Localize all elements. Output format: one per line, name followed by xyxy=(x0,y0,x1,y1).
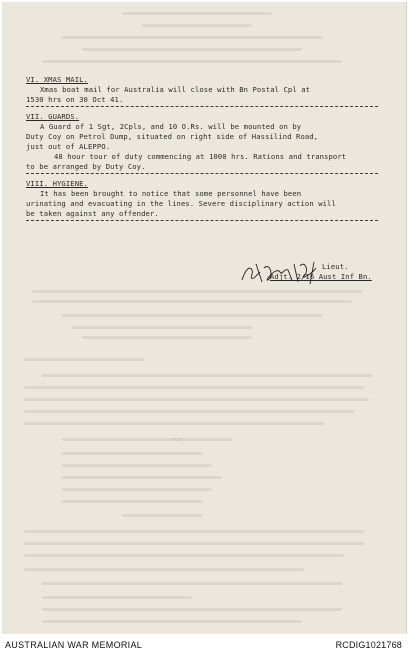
section-vi-heading: VI. XMAS MAIL. xyxy=(26,75,88,84)
section-vii-divider xyxy=(26,173,378,174)
section-vii-line-5: to be arranged by Duty Coy. xyxy=(26,162,146,171)
section-vi-line-1: Xmas boat mail for Australia will close with Bn Postal Cpl at xyxy=(40,85,311,94)
section-vii-heading: VII. GUARDS. xyxy=(26,112,80,121)
signature-rank: Lieut. xyxy=(322,262,349,271)
section-viii-line-1: It has been brought to notice that some personnel have been xyxy=(40,189,302,198)
section-viii-line-3: be taken against any offender. xyxy=(26,209,159,218)
section-viii-divider xyxy=(26,220,378,221)
section-vii-line-2: Duty Coy on Petrol Dump, situated on right side of Hassilind Road, xyxy=(26,132,319,141)
section-viii-line-2: urinating and evacuating in the lines. Severe disciplinary action will xyxy=(26,199,336,208)
section-vi-divider xyxy=(26,106,378,107)
section-vi-line-2: 1530 hrs on 30 Oct 41. xyxy=(26,95,124,104)
document-page xyxy=(2,2,407,634)
section-vii-line-4: 48 hour tour of duty commencing at 1000 hrs. Rations and transport xyxy=(54,152,347,161)
typed-orders xyxy=(2,2,406,634)
archive-name: AUSTRALIAN WAR MEMORIAL xyxy=(5,640,143,650)
section-vii-line-3: just out of ALEPPO. xyxy=(26,142,111,151)
archive-footer xyxy=(0,636,408,653)
record-id: RCDIG1021768 xyxy=(335,640,402,650)
signature-appointment: Adjt. 2/16 Aust Inf Bn. xyxy=(270,272,372,281)
section-vii-line-1: A Guard of 1 Sgt, 2Cpls, and 10 O.Rs. will be mounted on by xyxy=(40,122,302,131)
section-viii-heading: VIII. HYGIENE. xyxy=(26,179,88,188)
